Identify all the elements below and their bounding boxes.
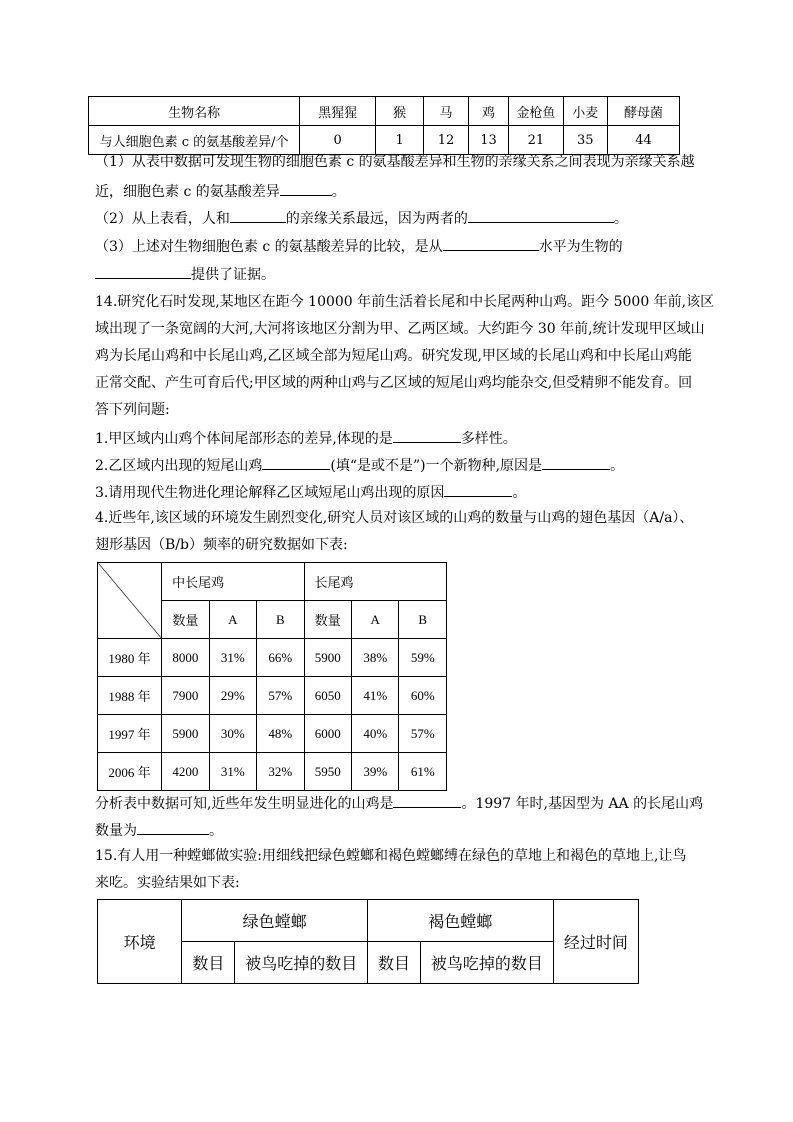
q13-part2	[95, 207, 628, 229]
table-cell: A	[352, 601, 399, 639]
pheasant-gene-frequency-table	[97, 562, 447, 791]
table-cell: 生物名称	[89, 97, 300, 126]
answer-blank[interactable]	[280, 180, 332, 196]
table-cell: 1980 年	[98, 639, 162, 677]
table-row	[98, 715, 447, 753]
q14-analysis-text2: 。1997 年时,基因型为 AA 的长尾山鸡	[461, 796, 704, 812]
diagonal-header-cell	[98, 563, 162, 639]
answer-blank[interactable]	[230, 207, 286, 223]
table-cell: 13	[468, 126, 509, 155]
table-cell: 数量	[304, 601, 352, 639]
answer-blank[interactable]	[137, 819, 209, 835]
q14-analysis-text3: 数量为	[95, 823, 137, 839]
q14-sub2-text: 2.乙区域内出现的短尾山鸡	[95, 458, 263, 474]
table-cell: 39%	[352, 753, 399, 791]
table-header-row	[98, 563, 447, 601]
answer-blank[interactable]	[542, 454, 610, 470]
q14-sub2-text2: (填“是或不是”)一个新物种,原因是	[330, 458, 543, 474]
q14-sub1-end: 多样性。	[460, 431, 517, 447]
table-row	[98, 639, 447, 677]
table-cell: 猴	[375, 97, 423, 126]
q14-sub3	[95, 481, 526, 503]
table-cell: 8000	[162, 639, 210, 677]
group-header-cell: 长尾鸡	[304, 563, 446, 601]
table-cell: 6000	[304, 715, 352, 753]
q14-line2: 域出现了一条宽阔的大河,大河将该地区分割为甲、乙两区域。大约距今 30 年前,统计发现甲区域山	[95, 321, 705, 337]
q14-analysis-line2	[95, 819, 223, 841]
table-cell: 酵母菌	[608, 97, 680, 126]
q14-sub3-end: 。	[512, 485, 527, 501]
table-cell: 数目	[367, 942, 420, 984]
table-cell: 35	[563, 126, 607, 155]
table-cell: 小麦	[563, 97, 607, 126]
answer-blank[interactable]	[393, 792, 461, 808]
table-cell: B	[399, 601, 447, 639]
q13-part3-end: 提供了证据。	[191, 267, 275, 283]
q14-sub2-end: 。	[610, 458, 625, 474]
q14-sub4-line2: 翅形基因（B/b）频率的研究数据如下表:	[95, 537, 348, 553]
table-cell: 12	[424, 126, 468, 155]
answer-blank[interactable]	[262, 454, 330, 470]
q14-analysis-text: 分析表中数据可知,近些年发生明显进化的山鸡是	[95, 796, 394, 812]
q14-analysis-end: 。	[209, 823, 223, 839]
table-cell: 4200	[162, 753, 210, 791]
table-cell: 5950	[304, 753, 352, 791]
table-cell: 31%	[209, 639, 256, 677]
table-cell: 57%	[399, 715, 447, 753]
table-cell: 60%	[399, 677, 447, 715]
table-header-row	[98, 900, 639, 942]
table-row	[89, 126, 680, 155]
q14-sub1	[95, 427, 517, 449]
mantis-experiment-table	[97, 899, 639, 984]
q13-part3-line1	[95, 235, 623, 257]
table-cell: 66%	[257, 639, 304, 677]
table-cell: 被鸟吃掉的数目	[421, 942, 553, 984]
q13-part3-text: （3）上述对生物细胞色素 c 的氨基酸差异的比较，是从	[95, 239, 443, 255]
table-cell: 41%	[352, 677, 399, 715]
q13-part1-line1: （1）从表中数据可发现生物的细胞色素 c 的氨基酸差异和生物的亲缘关系之间表现为亲缘关系越	[95, 154, 695, 170]
table-cell: 2006 年	[98, 753, 162, 791]
table-cell: 6050	[304, 677, 352, 715]
q15-line2: 来吃。实验结果如下表:	[95, 875, 240, 891]
q14-sub2	[95, 454, 624, 476]
q14-line1: 14.研究化石时发现,某地区在距今 10000 年前生活着长尾和中长尾两种山鸡。距今 5000 年前,该区	[95, 294, 715, 310]
q13-part2-text2: 的亲缘关系最远，因为两者的	[285, 211, 468, 227]
table-cell: 0	[300, 126, 376, 155]
table-cell: 29%	[209, 677, 256, 715]
table-cell: B	[257, 601, 304, 639]
table-cell: 7900	[162, 677, 210, 715]
q13-part2-text: （2）从上表看，人和	[95, 211, 230, 227]
table-cell: 数量	[162, 601, 210, 639]
q14-line4: 正常交配、产生可育后代;甲区域的两种山鸡与乙区域的短尾山鸡均能杂交,但受精卵不能发育。回	[95, 375, 693, 391]
answer-blank[interactable]	[443, 235, 539, 251]
table-cell: 40%	[352, 715, 399, 753]
table-cell: 与人细胞色素 c 的氨基酸差异/个	[89, 126, 300, 155]
answer-blank[interactable]	[444, 481, 512, 497]
q15-line1: 15.有人用一种螳螂做实验:用细线把绿色螳螂和褐色螳螂缚在绿色的草地上和褐色的草地上,让鸟	[95, 848, 687, 864]
table-cell: 5900	[304, 639, 352, 677]
table-row	[98, 753, 447, 791]
q14-sub1-text: 1.甲区域内山鸡个体间尾部形态的差异,体现的是	[95, 431, 393, 447]
table-cell: 57%	[257, 677, 304, 715]
table-cell: 48%	[257, 715, 304, 753]
table-cell: 61%	[399, 753, 447, 791]
table-row	[98, 677, 447, 715]
table-cell: 鸡	[468, 97, 509, 126]
group-header-cell: 褐色螳螂	[367, 900, 553, 942]
q13-part1-line2	[95, 180, 346, 202]
table-header-row	[89, 97, 680, 126]
q13-part2-end: 。	[613, 211, 628, 227]
q14-line5: 答下列问题:	[95, 402, 170, 418]
table-cell: 1988 年	[98, 677, 162, 715]
table-cell: 21	[509, 126, 563, 155]
table-cell: 44	[608, 126, 680, 155]
table-cell: 30%	[209, 715, 256, 753]
table-cell: 38%	[352, 639, 399, 677]
table-cell: 数目	[182, 942, 235, 984]
q14-line3: 鸡为长尾山鸡和中长尾山鸡,乙区域全部为短尾山鸡。研究发现,甲区域的长尾山鸡和中长尾山鸡能	[95, 348, 692, 364]
table-cell: 环境	[98, 900, 182, 984]
table-cell: 5900	[162, 715, 210, 753]
table-cell: 经过时间	[553, 900, 638, 984]
q13-part1-text: 近，细胞色素 c 的氨基酸差异	[95, 184, 280, 200]
q13-part1-end: 。	[331, 184, 346, 200]
table-cell: 马	[424, 97, 468, 126]
q14-sub4-line1: 4.近些年,该区域的环境发生剧烈变化,研究人员对该区域的山鸡的数量与山鸡的翅色基因（A/a）、	[95, 510, 694, 526]
answer-blank[interactable]	[393, 427, 461, 443]
q14-analysis-line1	[95, 792, 703, 814]
table-cell: A	[209, 601, 256, 639]
q13-part3-text2: 水平为生物的	[538, 239, 623, 255]
table-cell: 31%	[209, 753, 256, 791]
table-cell: 32%	[257, 753, 304, 791]
table-cell: 黑猩猩	[300, 97, 376, 126]
group-header-cell: 绿色螳螂	[182, 900, 368, 942]
table-cell: 59%	[399, 639, 447, 677]
answer-blank[interactable]	[468, 207, 614, 223]
cytochrome-c-table	[88, 96, 680, 155]
table-cell: 金枪鱼	[509, 97, 563, 126]
table-cell: 1	[375, 126, 423, 155]
q14-sub3-text: 3.请用现代生物进化理论解释乙区域短尾山鸡出现的原因	[95, 485, 445, 501]
table-cell: 1997 年	[98, 715, 162, 753]
table-cell: 被鸟吃掉的数目	[235, 942, 367, 984]
answer-blank[interactable]	[95, 263, 191, 279]
group-header-cell: 中长尾鸡	[162, 563, 304, 601]
q13-part3-line2	[95, 263, 275, 285]
